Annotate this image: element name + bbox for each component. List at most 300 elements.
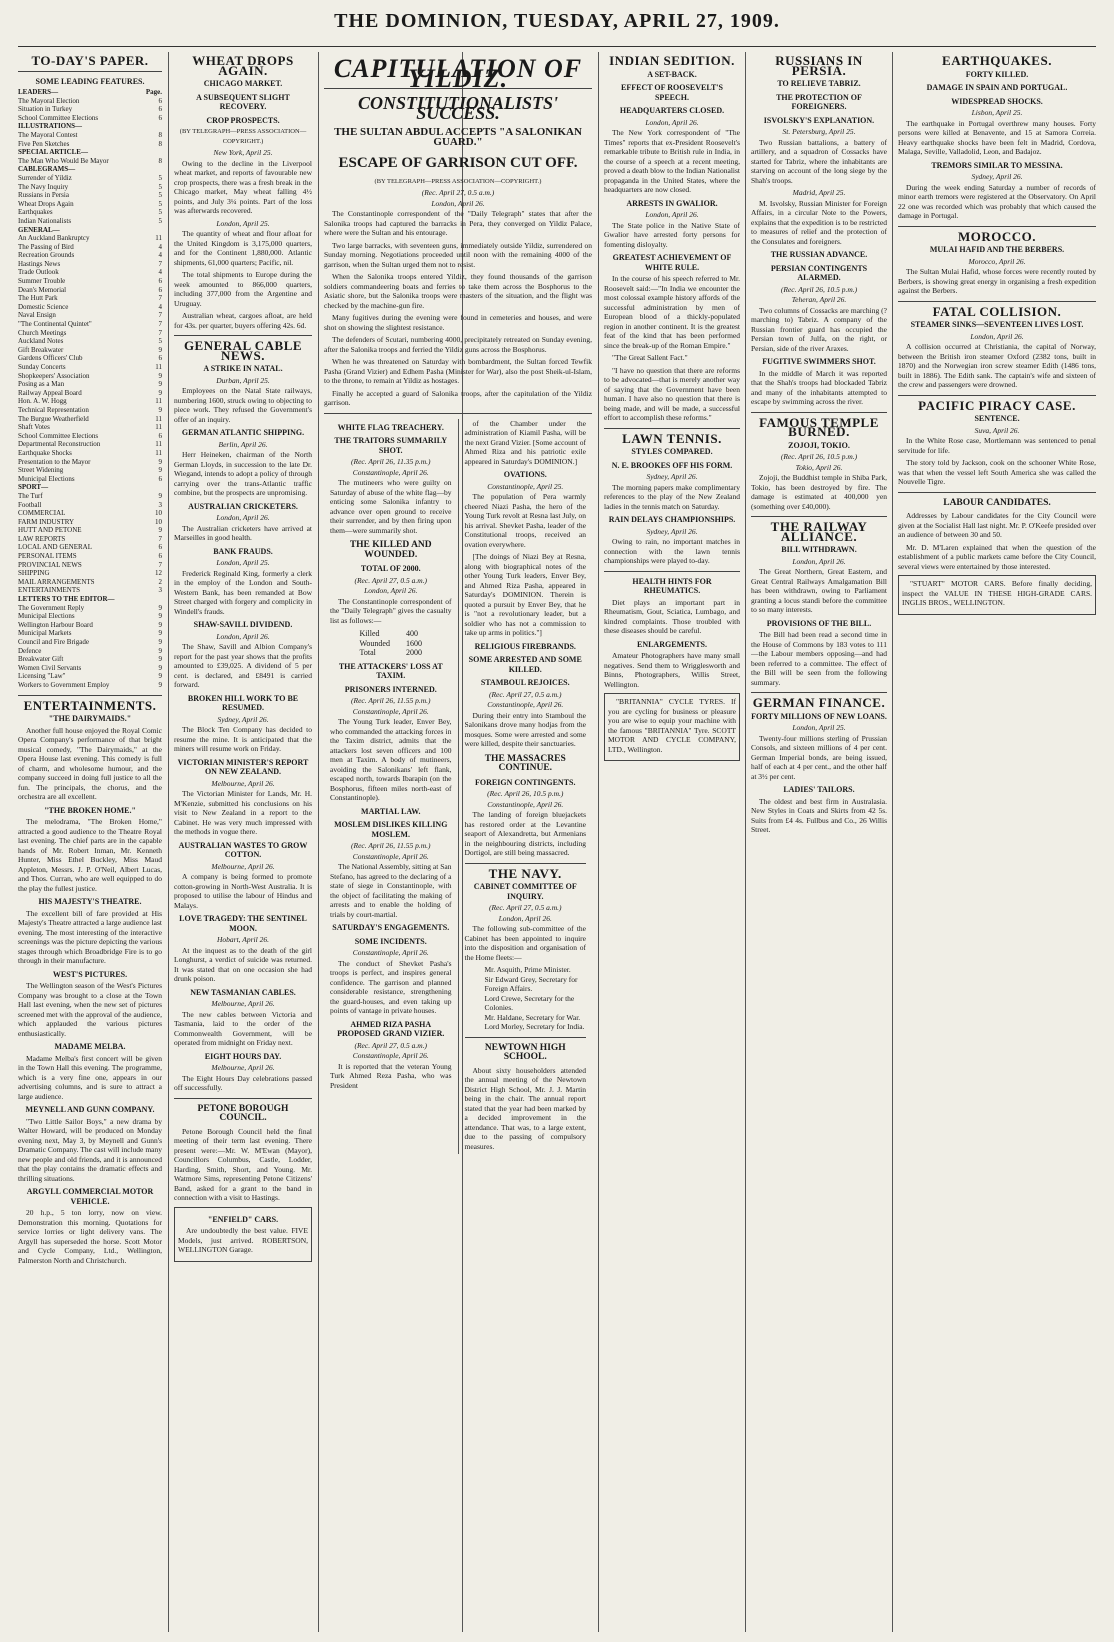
article-paragraph: Petone Borough Council held the final meeting of their term last evening. There present were:—Mr. W. M'Ewan (Mayor), Councillors Columbus, Castle, Lodder, Harding, Smith, Short, and Young. Mr. Watmore Sims, representing Petone Citizens' Band, asked for a grant to the band in connection with a visit to Hastings. xyxy=(174,1126,312,1202)
subheading: TREMORS SIMILAR TO MESSINA. xyxy=(931,160,1063,170)
committee-member: Mr. Asquith, Prime Minister. xyxy=(484,965,571,974)
index-row xyxy=(18,483,162,492)
index-row xyxy=(18,526,162,535)
index-row xyxy=(18,165,162,174)
index-row xyxy=(18,122,162,131)
article-paragraph: The morning papers make complimentary references to the play of the New Zealand ladies in the tennis match on Saturday. xyxy=(604,482,740,511)
article-paragraph: Owing to the decline in the Liverpool wheat market, and reports of favourable new crop prospects, there was a fresh break in the Chicago market, May wheat falling 4½ points, and July 3¼ points. Part of the loss was afterwards recovered. xyxy=(174,158,312,215)
article-paragraph: The National Assembly, sitting at San Stefano, has agreed to the declaring of a state of siege in Constantinople, with the object of facilitating the making of arrests and to enable the holding of trials by court-martial. xyxy=(330,862,452,919)
article-paragraph: The population of Pera warmly cheered Niazi Pasha, the hero of the Young Turk revolt at Resna last July, on his arrival. Shevket Pasha, leader of the Constitutional troops, received an ovation everywhere. xyxy=(464,492,586,549)
entertainments-list xyxy=(18,714,162,1265)
subheading: BROKEN HILL WORK TO BE RESUMED. xyxy=(187,693,299,712)
committee-member: Lord Crewe, Secretary for the Colonies. xyxy=(484,993,575,1012)
article-paragraph: The story told by Jackson, cook on the schooner White Rose, was that when the vessel left South America she was called the Nouvelle Tigre. xyxy=(898,458,1096,486)
index-page: 10 xyxy=(155,517,162,526)
index-row xyxy=(18,320,162,329)
dateline: New York, April 25. xyxy=(213,148,273,157)
article-paragraph: Finally he accepted a guard of Salonika troops, after the capitulation of the Yildiz garrison. xyxy=(324,388,592,407)
section-heading: PACIFIC PIRACY CASE. xyxy=(918,397,1076,413)
subheading: STEAMER SINKS—SEVENTEEN LIVES LOST. xyxy=(910,320,1084,329)
source-line: (BY TELEGRAPH—PRESS ASSOCIATION—COPYRIGHT.) xyxy=(374,177,542,185)
index-row xyxy=(18,561,162,570)
subheading: SHAW-SAVILL DIVIDEND. xyxy=(193,620,293,629)
article-paragraph: Many fugitives during the evening were found in cemeteries and houses, and were shot on showing the slightest resistance. xyxy=(324,313,592,332)
receipt-line: (Rec. April 26, 10.5 p.m.) xyxy=(780,452,858,461)
article-paragraph: M. Isvolsky, Russian Minister for Foreign Affairs, in a circular Note to the Powers, explains that the expedition is to be restricted to measures of relief and the protection of the Consulates and foreigners. xyxy=(751,198,887,246)
index-row xyxy=(18,208,162,217)
index-title: The Mayoral Election xyxy=(18,96,80,105)
article-paragraph: 20 h.p., 5 ton lorry, now on view. Demonstration this morning. Quotations for service lorries or light delivery vans. The Argyll has superseded the horse. Scott Motor and Cycle Company, Ltd., Wellington, Palmerston North and Christchurch. xyxy=(18,1208,162,1265)
index-title: Gardens Officers' Club xyxy=(18,354,83,363)
headline-main: CAPITULATION OF YILDIZ. xyxy=(333,54,583,93)
receipt-line: (Rec. April 26, 11.55 p.m.) xyxy=(350,841,431,850)
index-page: 6 xyxy=(158,431,162,440)
index-title: Naval Ensign xyxy=(18,311,56,320)
subheading: THE TRAITORS SUMMARILY SHOT. xyxy=(334,436,448,455)
index-title: LOCAL AND GENERAL xyxy=(18,543,93,552)
index-title: SPECIAL ARTICLE— xyxy=(18,148,88,157)
section-heading: WHEAT DROPS AGAIN. xyxy=(192,53,294,78)
dateline: London, April 26. xyxy=(216,631,270,641)
subheading: N. E. BROOKES OFF HIS FORM. xyxy=(611,460,733,470)
entertainment-heading: ARGYLL COMMERCIAL MOTOR VEHICLE. xyxy=(26,1187,154,1206)
subheading: AUSTRALIAN WASTES TO GROW COTTON. xyxy=(178,840,308,859)
dateline: St. Petersburg, April 25. xyxy=(782,127,856,136)
article-paragraph: The Wellington season of the West's Pictures Company was brought to a close at the Town Hall last evening, when the new set of pictures screened met with the approval of the audience, which applauded the various pictures enthusiastically. xyxy=(18,981,162,1038)
article-paragraph: The Australian cricketers have arrived at Marseilles in good health. xyxy=(174,523,312,542)
index-row xyxy=(18,449,162,458)
advertisement xyxy=(898,575,1096,615)
subheading: WHITE FLAG TREACHERY. xyxy=(337,422,444,432)
index-page: 5 xyxy=(158,337,162,346)
subheading: LADIES' TAILORS. xyxy=(783,785,855,794)
article-paragraph: When the Salonika troops entered Yildiz, they found thousands of the garrison soldiers commandeering boats and ferries to take them across the Bosphorus to the Asiatic shore, but the Salonika troops were masters of the situation, and the flight was checked by the machine-gun fire. xyxy=(324,272,592,310)
committee-member: Mr. Haldane, Secretary for War. xyxy=(484,1012,581,1022)
index-title: Five Pen Sketches xyxy=(18,139,70,148)
subheading: FOREIGN CONTINGENTS. xyxy=(475,777,576,787)
index-page: 9 xyxy=(158,491,162,500)
index-page: 9 xyxy=(158,612,162,621)
dateline: London, April 25. xyxy=(216,558,270,567)
index-row xyxy=(18,458,162,467)
index-title: School Committee Elections xyxy=(18,113,99,122)
entertainment-heading: "THE BROKEN HOME." xyxy=(44,805,136,815)
index-page: 10 xyxy=(155,509,162,518)
column-earthquakes xyxy=(898,52,1096,1632)
dateline: Tokio, April 26. xyxy=(795,462,843,472)
index-row xyxy=(18,535,162,544)
subheading: STAMBOUL REJOICES. xyxy=(480,678,570,687)
yildiz-subcolumn-left xyxy=(324,419,458,1155)
receipt-line: (Rec. April 27, 0.5 a.m.) xyxy=(354,575,428,585)
section-heading: LABOUR CANDIDATES. xyxy=(943,497,1051,508)
dateline: Sydney, April 26. xyxy=(971,172,1023,181)
index-title: CABLEGRAMS— xyxy=(18,165,76,174)
index-row xyxy=(18,268,162,277)
subheading: EFFECT OF ROOSEVELT'S SPEECH. xyxy=(621,83,723,102)
subheading: AUSTRALIAN CRICKETERS. xyxy=(188,501,298,511)
index-page: 5 xyxy=(158,173,162,182)
article-paragraph: The Victorian Minister for Lands, Mr. H. M'Kenzie, submitted his conclusions on his visit to New Zealand in a report to the Cabinet. He was very much impressed with the methods in vogue there. xyxy=(174,789,312,836)
subheading: A STRIKE IN NATAL. xyxy=(203,364,283,373)
headline-secondary: CONSTITUTIONALISTS' SUCCESS. xyxy=(357,93,559,123)
subheading: THE PROTECTION OF FOREIGNERS. xyxy=(776,92,862,111)
index-page: 11 xyxy=(155,363,162,371)
column-russians-persia xyxy=(751,52,887,1632)
column-divider xyxy=(598,52,599,1632)
article-paragraph: Madame Melba's first concert will be given in the Town Hall this evening. The programme, which is a very fine one, appears in our advertising columns, and is sure to attract a large audience. xyxy=(18,1053,162,1101)
index-row xyxy=(18,492,162,501)
index-page: 6 xyxy=(158,96,162,105)
dateline: Constantinople, April 25. xyxy=(487,481,564,491)
index-page: 4 xyxy=(158,242,162,251)
index-title: Posing as a Man xyxy=(18,380,65,389)
index-title: Church Meetings xyxy=(18,328,67,337)
index-row xyxy=(18,131,162,140)
index-title: Defence xyxy=(18,646,42,655)
article-paragraph: The oldest and best firm in Australasia. New Styles in Coats and Skirts from 42 5s. Suits from £4 4s. Fullbus and Co., 26 Willis Street. xyxy=(751,796,887,834)
index-row xyxy=(18,604,162,613)
index-row xyxy=(18,440,162,449)
index-title: Russians in Persia xyxy=(18,191,69,200)
subheading: HEALTH HINTS FOR RHEUMATICS. xyxy=(632,576,712,595)
index-row xyxy=(18,543,162,552)
newspaper-title: THE DOMINION, TUESDAY, APRIL 27, 1909. xyxy=(334,10,780,32)
article-paragraph: The total shipments to Europe during the week amounted to 866,000 quarters, including 377,000 from the Argentine and Uruguay. xyxy=(174,270,312,308)
ad-text: Are undoubtedly the best value. FIVE Models, just arrived. ROBERTSON, WELLINGTON Garage. xyxy=(178,1226,308,1254)
ad-text: "STUART" MOTOR CARS. Before finally deciding, inspect the VALUE IN THESE HIGH-GRADE CARS. INGLIS BROS., WELLINGTON. xyxy=(902,579,1092,607)
index-page: 7 xyxy=(158,560,162,569)
article-paragraph: The Constantinople correspondent of the "Daily Telegraph" gives the casualty list as follows:— xyxy=(330,596,452,625)
index-page: 4 xyxy=(158,268,162,277)
index-page: 8 xyxy=(158,139,162,148)
index-title: Summer Trouble xyxy=(18,277,66,286)
article-paragraph: It is reported that the veteran Young Turk Ahmed Reza Pasha, who was President xyxy=(330,1061,452,1090)
subheading: FUGITIVE SWIMMERS SHOT. xyxy=(762,357,876,366)
index-row xyxy=(18,406,162,415)
index-page: 7 xyxy=(158,294,162,303)
dateline: Suva, April 26. xyxy=(974,425,1020,435)
entertainment-heading: WEST'S PICTURES. xyxy=(52,969,128,979)
index-page: 9 xyxy=(158,345,162,354)
index-page: 9 xyxy=(158,380,162,389)
index-title: Licensing "Law" xyxy=(18,672,66,681)
subheading: SOME INCIDENTS. xyxy=(354,936,427,946)
index-page: 7 xyxy=(158,328,162,337)
dateline: Constantinople, April 26. xyxy=(352,706,429,716)
receipt-line: (Rec. April 26, 10.5 p.m.) xyxy=(487,789,564,798)
index-title: School Committee Elections xyxy=(18,431,99,440)
article-paragraph: The landing of foreign bluejackets has restored order at the Levantine seaport of Alexandretta, but Armenians in the neighbouring districts, including Dortigol, are still being massacred. xyxy=(464,810,586,857)
index-row xyxy=(18,664,162,673)
index-row xyxy=(18,372,162,381)
article-paragraph: A company is being formed to promote cotton-growing in North-West Australia. It is proposed to utilise the labour of Hindus and Malays. xyxy=(174,872,312,910)
committee-member: Sir Edward Grey, Secretary for Foreign Affairs. xyxy=(484,974,578,993)
index-title: Wheat Drops Again xyxy=(18,199,74,208)
index-row xyxy=(18,586,162,595)
index-page: 5 xyxy=(158,208,162,217)
headline-escape: ESCAPE OF GARRISON CUT OFF. xyxy=(338,155,578,171)
subheading: ENLARGEMENTS. xyxy=(636,639,707,649)
article-paragraph: Diet plays an important part in Rheumatism, Gout, Sciatica, Lumbago, and kindred complaints. Those troubled with these diseases should be careful. xyxy=(604,597,740,635)
section-heading: MOROCCO. xyxy=(957,228,1037,244)
index-title: Earthquake Shocks xyxy=(18,448,72,457)
index-row xyxy=(18,509,162,518)
article-paragraph: The Sultan Mulai Hafid, whose forces were recently routed by Berbers, is showing great energy in organising a fresh expedition against the Berbers. xyxy=(898,267,1096,295)
article-paragraph: The excellent bill of fare provided at His Majesty's Theatre attracted a large audience last evening. The most interesting of the interactive screenings was the picture depicting the various stages through which Broadbridge Fire is to go through in their manufacture. xyxy=(18,908,162,966)
entertainment-heading: HIS MAJESTY'S THEATRE. xyxy=(38,897,142,907)
index-page: 7 xyxy=(158,320,162,329)
index-title: COMMERCIAL xyxy=(18,509,66,518)
index-title: LETTERS TO THE EDITOR— xyxy=(18,595,115,604)
index-title: The Hutt Park xyxy=(18,294,58,303)
index-page: 9 xyxy=(158,655,162,664)
column-divider xyxy=(318,52,319,1632)
casualty-value: 2000 xyxy=(405,648,422,657)
index-row xyxy=(18,432,162,441)
index-row xyxy=(18,595,162,604)
index-row xyxy=(18,157,162,166)
subheading: DAMAGE IN SPAIN AND PORTUGAL. xyxy=(926,83,1068,92)
subheading: MOSLEM DISLIKES KILLING MOSLEM. xyxy=(334,820,448,839)
section-heading: FATAL COLLISION. xyxy=(932,303,1062,319)
index-page: 9 xyxy=(158,680,162,689)
article-paragraph: Employees on the Natal State railways, numbering 1600, struck owing to objecting to piece work. They refused the Government's offer of an inquiry. xyxy=(174,386,312,424)
casualty-row xyxy=(352,639,430,649)
article-paragraph: The mutineers who were guilty on Saturday of abuse of the white flag—by enticing some Salonika infantry to advance over open ground to receive their surrender, and by then firing upon them—were summarily shot. xyxy=(330,478,452,535)
index-title: The Government Reply xyxy=(18,603,85,612)
index-title: The Man Who Would Be Mayor xyxy=(18,156,109,165)
index-page: 9 xyxy=(158,371,162,380)
section-heading: THE NAVY. xyxy=(488,865,562,881)
index-page: 4 xyxy=(158,302,162,311)
section-heading: FAMOUS TEMPLE BURNED. xyxy=(759,414,879,439)
index-page: Page. xyxy=(145,88,162,96)
index-title: Municipal Elections xyxy=(18,612,75,621)
index-page: 9 xyxy=(158,526,162,535)
casualty-label: Wounded xyxy=(359,638,390,648)
index-page: 11 xyxy=(155,423,162,432)
column-todays-paper xyxy=(18,52,162,1632)
index-row xyxy=(18,260,162,269)
index-title: Trade Outlook xyxy=(18,268,59,277)
article-paragraph: The Great Northern, Great Eastern, and Great Central Railways Amalgamation Bill has been withdrawn, owing to Parliament granting a locus standi before the committee to so many interests. xyxy=(751,567,887,614)
article-paragraph: At the inquest as to the death of the girl Longhurst, a verdict of suicide was returned. It was stated that on one occasion she had drunk poison. xyxy=(174,945,312,983)
article-paragraph: Herr Heineken, chairman of the North German Lloyds, in succession to the late Dr. Wiegand, intends to adopt a policy of through carrying over the trans-Atlantic traffic combine, but the prospects are unpromising. xyxy=(174,450,312,497)
index-page: 6 xyxy=(158,105,162,114)
subheading: HEADQUARTERS CLOSED. xyxy=(619,106,725,115)
article-paragraph: The Eight Hours Day celebrations passed off successfully. xyxy=(174,1073,312,1092)
yildiz-article xyxy=(324,209,592,408)
casualty-table xyxy=(352,629,430,658)
index-row xyxy=(18,294,162,303)
index-title: Railway Appeal Board xyxy=(18,388,82,397)
subheading: THE ATTACKERS' LOSS AT TAXIM. xyxy=(338,661,443,680)
subheading: CHICAGO MARKET. xyxy=(203,79,283,88)
index-row xyxy=(18,672,162,681)
index-page: 9 xyxy=(158,629,162,638)
article-paragraph: "Two Little Sailor Boys," a new drama by Walter Howard, will be produced on Monday evening next, May 3, by Meynell and Gunn's Dramatic Company. The cast will include many new people and old friends, and it is announced that the play contains the dramatic effects and thrilling situations. xyxy=(18,1116,162,1183)
index-page: 6 xyxy=(158,277,162,286)
index-page: 9 xyxy=(158,405,162,414)
index-row xyxy=(18,191,162,200)
index-page: 11 xyxy=(155,397,162,406)
casualty-row xyxy=(352,629,430,639)
section-heading: ENTERTAINMENTS. xyxy=(23,697,157,713)
index-row xyxy=(18,518,162,527)
casualty-value: 400 xyxy=(405,629,418,638)
article-paragraph: Zojoji, the Buddhist temple in Shiba Park, Tokio, has been destroyed by fire. The damage is estimated at 400,000 yen (something over £40,000). xyxy=(751,473,887,511)
index-page: 3 xyxy=(158,586,162,595)
article-paragraph: Owing to rain, no important matches in connection with the lawn tennis championships were played to-day. xyxy=(604,537,740,565)
index-page: 6 xyxy=(158,474,162,483)
index-title: Women Civil Servants xyxy=(18,663,82,672)
dateline: Melbourne, April 26. xyxy=(211,999,275,1008)
dateline: London, April 26. xyxy=(364,586,418,595)
receipt-line: (Rec. April 26, 10.5 p.m.) xyxy=(780,284,858,294)
advertisement xyxy=(604,693,740,761)
index-title: Football xyxy=(18,500,42,509)
index-title: PROVINCIAL NEWS xyxy=(18,560,82,569)
index-title: Hastings News xyxy=(18,259,61,268)
index-title: Workers to Government Employ xyxy=(18,680,110,689)
section-heading: EARTHQUAKES. xyxy=(942,53,1052,68)
dateline: Constantinople, April 26. xyxy=(352,1051,429,1060)
index-row xyxy=(18,569,162,578)
subheading: CROP PROSPECTS. xyxy=(206,115,280,125)
index-row xyxy=(18,397,162,406)
subheading: THE MASSACRES CONTINUE. xyxy=(484,753,566,773)
index-row xyxy=(18,311,162,320)
index-title: Technical Representation xyxy=(18,405,89,414)
subheading: PRISONERS INTERNED. xyxy=(344,684,437,694)
index-title: Earthquakes xyxy=(18,208,53,217)
index-page: 2 xyxy=(158,577,162,586)
index-title: LEADERS— xyxy=(18,88,59,96)
subheading: THE RUSSIAN ADVANCE. xyxy=(770,250,868,259)
dateline: Constantinople, April 26. xyxy=(487,700,564,709)
index-row xyxy=(18,277,162,286)
subheading: VICTORIAN MINISTER'S REPORT ON NEW ZEALAND. xyxy=(177,757,309,776)
index-row xyxy=(18,140,162,149)
index-title: GENERAL— xyxy=(18,225,60,234)
index-row xyxy=(18,234,162,243)
subheading: OVATIONS. xyxy=(503,470,547,479)
dateline: Constantinople, April 26. xyxy=(352,948,429,957)
article-paragraph: About sixty householders attended the annual meeting of the Newtown District High School, Mr. J. J. Martin being in the chair. The annual report stated that the year had been marked by a decided improvement in the attendance. That was, to a large extent, due to the passing of compulsory measures. xyxy=(464,1065,586,1151)
article-paragraph: Australian wheat, cargoes afloat, are held for 43s. per quarter, buyers offering 42s. 6d. xyxy=(174,311,312,330)
index-title: FARM INDUSTRY xyxy=(18,517,75,526)
index-row xyxy=(18,217,162,226)
index-title: Surrender of Yildiz xyxy=(18,173,72,182)
article-paragraph: The Young Turk leader, Enver Bey, who commanded the attacking forces in the Taxim district, admits that the attackers lost seven officers and 100 men at Taxim. A body of mutineers, avoiding the Salonikans' left flank, escaped north, towards Ibarapin (on the Bosphorus, fifteen miles north-east of Constantinople). xyxy=(330,717,452,802)
yildiz-subcolumn-right xyxy=(458,419,593,1155)
index-page: 9 xyxy=(158,646,162,655)
section-heading: NEWTOWN HIGH SCHOOL. xyxy=(484,1042,566,1062)
dateline: London, April 25. xyxy=(216,218,270,228)
article-paragraph: The State police in the Native State of Gwalior have arrested forty persons for fomenting disloyalty. xyxy=(604,220,740,249)
index-title: SHIPPING xyxy=(18,569,50,578)
article-paragraph: The Bill had been read a second time in the House of Commons by 183 votes to 111—the Labour members opposing—and had been referred to a committee. The effect of the Bill will be seen from the following summary. xyxy=(751,630,887,687)
masthead-rule xyxy=(18,46,1096,47)
subheading: STYLES COMPARED. xyxy=(631,447,713,456)
article-paragraph: Mr. D. M'Laren explained that when the question of the establishment of a public markets came before the City Council, several views were entertained by those interested. xyxy=(898,542,1096,571)
subheading: CABINET COMMITTEE OF INQUIRY. xyxy=(473,882,577,901)
index-row xyxy=(18,354,162,363)
subheading: MULAI HAFID AND THE BERBERS. xyxy=(929,245,1065,254)
index-page: 8 xyxy=(158,156,162,165)
index-title: MAIL ARRANGEMENTS xyxy=(18,577,95,586)
article-paragraph: Another full house enjoyed the Royal Comic Opera Company's performance of that bright musical comedy, "The Dairymaids," at the Opera House last evening. This comedy is full of charm, and wholesome humour, and the company succeed in doing full justice to all the fun. The principals, the chorus, and the orchestra are all excellent. xyxy=(18,725,162,802)
index-row xyxy=(18,655,162,664)
index-title: Municipal Elections xyxy=(18,474,75,483)
index-page: 11 xyxy=(155,440,162,449)
subheading: TO RELIEVE TABRIZ. xyxy=(777,79,861,88)
index-row xyxy=(18,638,162,647)
dateline: London, April 26. xyxy=(792,556,846,566)
article-paragraph: Amateur Photographers have many small negatives. Send them to Wrigglesworth and Binns, Photographers, Willis Street, Wellington. xyxy=(604,651,740,689)
dateline: Durban, April 25. xyxy=(216,375,270,385)
dateline: Constantinople, April 26. xyxy=(352,851,429,861)
index-row xyxy=(18,97,162,106)
index-page: 9 xyxy=(158,603,162,612)
casualty-row xyxy=(352,648,430,658)
article-paragraph: The quantity of wheat and flour afloat for the United Kingdom is 3,175,000 quarters, and for the Continent 1,880,000. Atlantic shipments, 61,000 quarters; Pacific, nil. xyxy=(174,229,312,267)
advertisement xyxy=(174,1207,312,1262)
index-page: 11 xyxy=(155,414,162,423)
index-row xyxy=(18,303,162,312)
subheading: RAIN DELAYS CHAMPIONSHIPS. xyxy=(608,515,736,524)
column-divider xyxy=(168,52,169,1632)
ad-text: "BRITANNIA" CYCLE TYRES. If you are cycling for business or pleasure you are wise to equip your machine with the famous "BRITANNIA" Tyre. SCOTT MOTOR AND CYCLE COMPANY, LTD., Wellington. xyxy=(608,697,736,754)
subheading: A SET-BACK. xyxy=(647,69,697,79)
article-paragraph: A collision occurred at Christiania, the capital of Norway, between the British iron steamer Oxford (2382 tons, built in 1870) and the Norwegian iron screw steamer Edith (1486 tons, built in 1886). The Edith sank. The captain's wife and sixteen of the crew and passengers were drowned. xyxy=(898,342,1096,389)
index-title: Municipal Markets xyxy=(18,629,72,638)
index-title: ILLUSTRATIONS— xyxy=(18,122,83,131)
section-heading: GENERAL CABLE NEWS. xyxy=(183,338,303,363)
article-paragraph: Frederick Reginald King, formerly a clerk in the employ of the London and South-Western Bank, has been remanded at Bow Street charged with forgery and complicity in Windell's frauds. xyxy=(174,568,312,616)
index-title: Gift Breakwater xyxy=(18,345,64,354)
index-page: 9 xyxy=(158,663,162,672)
dateline: Melbourne, April 26. xyxy=(211,1063,275,1072)
masthead xyxy=(0,0,1114,40)
index-row xyxy=(18,337,162,346)
dateline: Teheran, April 26. xyxy=(791,295,847,304)
index-title: The Burgue Weatherfield xyxy=(18,414,89,423)
article-paragraph: The Block Ten Company has decided to resume the mine. It is anticipated that the miners will resume work on Friday. xyxy=(174,725,312,753)
index-row xyxy=(18,466,162,475)
article-paragraph: The New York correspondent of "The Times" reports that ex-President Roosevelt's remarkable tribute to British rule in India, in the course of a speech at a recent meeting, proved a death blow to the Indian Nationalist propaganda in the United States, where the headquarters are now closed. xyxy=(604,128,740,194)
index-title: LAW REPORTS xyxy=(18,534,66,543)
index-title: SPORT— xyxy=(18,483,49,492)
receipt-line: (Rec. April 26, 11.35 p.m.) xyxy=(350,457,431,466)
dateline: London, April 26. xyxy=(216,513,270,522)
index-row xyxy=(18,148,162,157)
entertainment-heading: MADAME MELBA. xyxy=(54,1042,126,1052)
subheading: SOME LEADING FEATURES. xyxy=(35,76,145,86)
subheading: EIGHT HOURS DAY. xyxy=(204,1051,282,1061)
section-heading: PETONE BOROUGH COUNCIL. xyxy=(197,1103,289,1123)
article-paragraph: Two columns of Cossacks are marching (? marching to) Tabriz. A company of the Russian frontier guard has occupied the Persian town of Julfa, on the right, or Persian, side of the river Araxes. xyxy=(751,305,887,353)
index-page: 12 xyxy=(155,569,162,578)
section-heading: LAWN TENNIS. xyxy=(622,430,722,446)
index-page: 4 xyxy=(158,251,162,260)
subheading: SATURDAY'S ENGAGEMENTS. xyxy=(332,923,450,932)
index-row xyxy=(18,423,162,432)
index-row xyxy=(18,647,162,656)
article-paragraph: The conduct of Shevket Pasha's troops is perfect, and inspires general confidence. The garrison and planned considerable resistance, strengthening the guard-houses, and even taking up points of vantage in private houses. xyxy=(330,958,452,1015)
section-heading: INDIAN SEDITION. xyxy=(609,53,735,68)
